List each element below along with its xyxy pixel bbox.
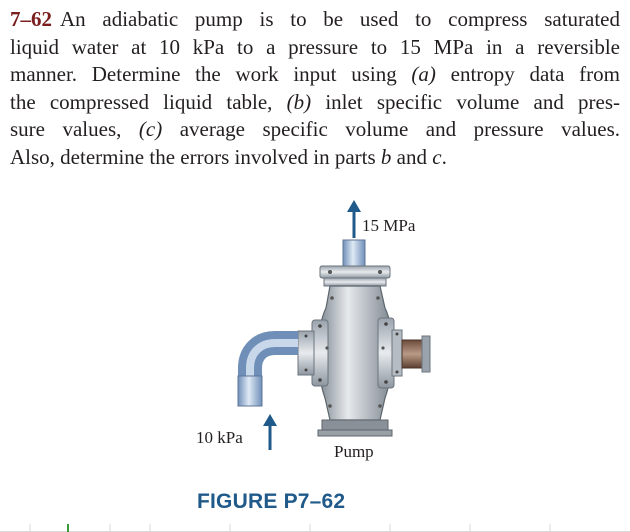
problem-line-3: manner. Determine the work input using (a) entropy data from <box>10 62 620 86</box>
problem-line-1: 7–62 An adiabatic pump is to be used to compress saturated <box>10 7 620 31</box>
problem-number: 7–62 <box>10 7 52 31</box>
bottom-ruler <box>0 524 630 532</box>
figure-caption: FIGURE P7–62 <box>197 490 346 513</box>
problem-line-6: Also, determine the errors involved in parts b and c. <box>10 144 447 169</box>
pump-figure <box>180 198 460 478</box>
problem-text <box>10 6 620 171</box>
outlet-arrow <box>347 200 361 238</box>
inlet-arrow <box>263 414 277 450</box>
problem-line-2: liquid water at 10 kPa to a pressure to 15 MPa in a reversible <box>10 34 620 59</box>
problem-line-4: the compressed liquid table, (b) inlet specific volume and pres- <box>10 89 620 114</box>
pump-label: Pump <box>334 442 374 461</box>
problem-line-5: sure values, (c) average specific volume and pressure values. <box>10 117 620 141</box>
outlet-pressure-label: 15 MPa <box>362 216 416 235</box>
inlet-pressure-label: 10 kPa <box>196 428 243 447</box>
